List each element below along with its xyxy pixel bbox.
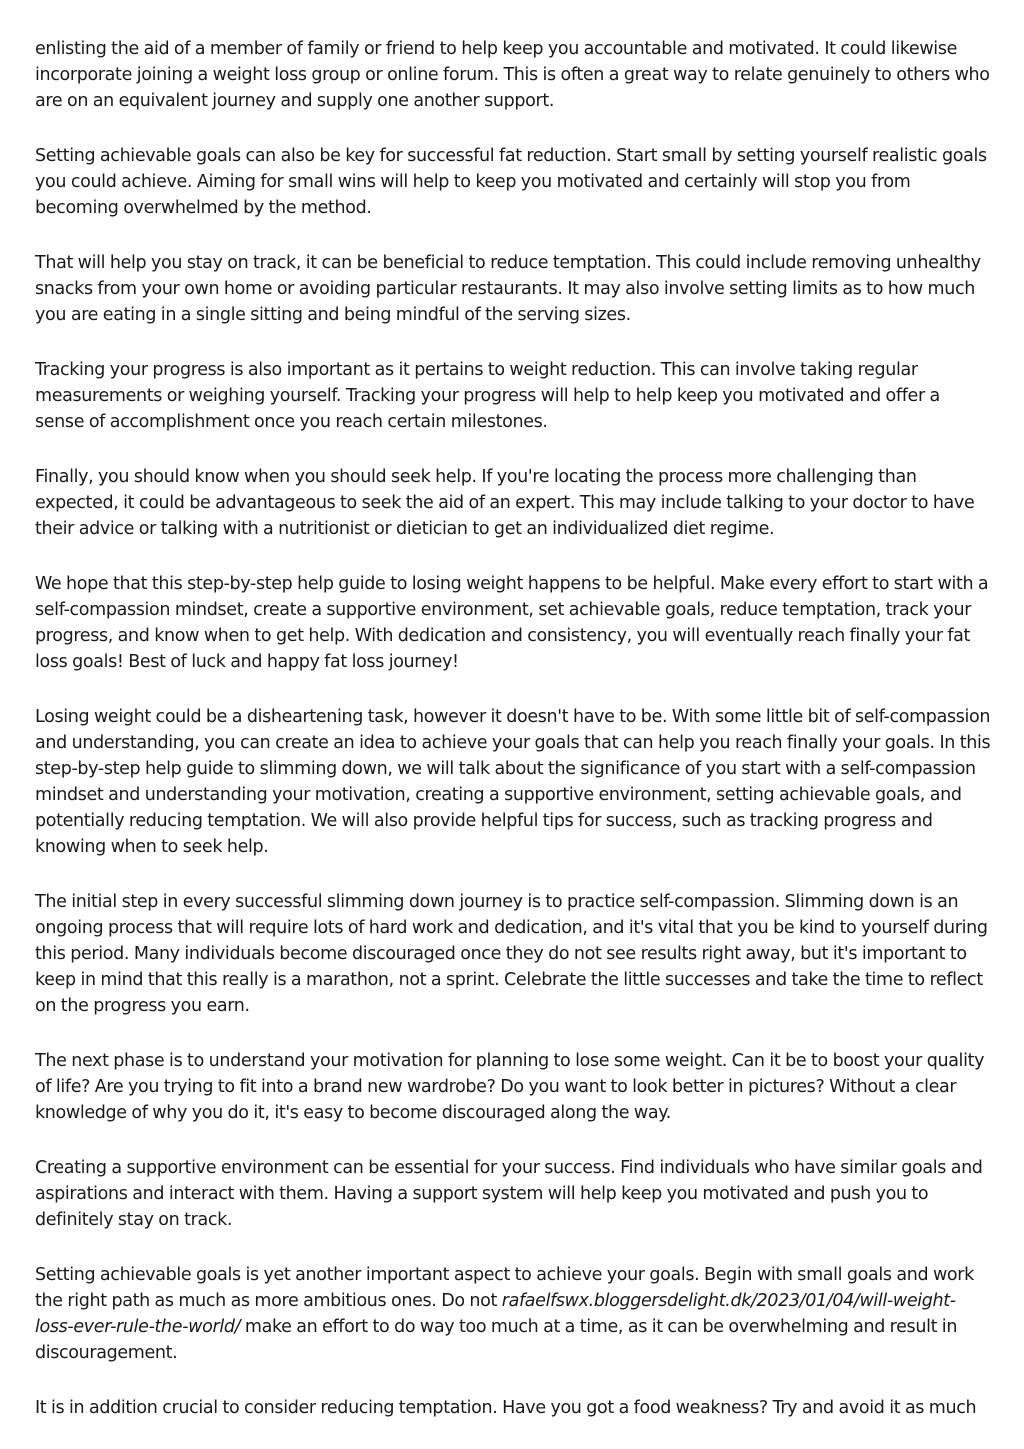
paragraph-self-compassion: The initial step in every successful slimming down journey is to practice self-compassion. Slimming down is an ongoing process that will require lots of hard work and dedication, and it's vital that you be kind to yourself during this period. Many individuals become discouraged once they do not see results right away, but it's important to keep in mind that this really is a marathon, not a sprint. Celebrate the little successes and take the time to reflect on the progress you earn. — [35, 892, 988, 1016]
paragraph-accountability: enlisting the aid of a member of family or friend to help keep you accountable and motivated. It could likewise incorporate joining a weight loss group or online forum. This is often a great way to relate genuinely to others who are on an equivalent journey and supply one another support. — [35, 39, 990, 111]
paragraph-setting-goals-text-start: Setting achievable goals is yet another important aspect to achieve your goals. Begin with small goals and work the right path as much as more ambitious ones. Do not — [35, 1265, 974, 1311]
paragraph-setting-goals — [35, 1262, 992, 1366]
article-body — [35, 36, 992, 1421]
paragraph-reduce-temptation: That will help you stay on track, it can be beneficial to reduce temptation. This could include removing unhealthy snacks from your own home or avoiding particular restaurants. It may also involve setting limits as to how much you are eating in a single sitting and being mindful of the serving sizes. — [35, 253, 981, 325]
paragraph-seek-help: Finally, you should know when you should seek help. If you're locating the process more challenging than expected, it could be advantageous to seek the aid of an expert. This may include talking to your doctor to have their advice or talking with a nutritionist or dietician to get an individualized diet regime. — [35, 467, 975, 539]
paragraph-setting-goals-text-end: make an effort to do way too much at a time, as it can be overwhelming and result in discouragement. — [35, 1317, 958, 1363]
inline-url-text: rafaelfswx.bloggersdelight.dk/2023/01/04/will-weight-loss-ever-rule-the-world/ — [35, 1291, 956, 1337]
paragraph-achievable-goals: Setting achievable goals can also be key for successful fat reduction. Start small by setting yourself realistic goals you could achieve. Aiming for small wins will help to keep you motivated and certainly will stop you from becoming overwhelmed by the method. — [35, 146, 987, 218]
paragraph-supportive-environment: Creating a supportive environment can be essential for your success. Find individuals who have similar goals and aspirations and interact with them. Having a support system will help keep you motivated and push you to definitely stay on track. — [35, 1158, 983, 1230]
paragraph-temptation-truncated: It is in addition crucial to consider reducing temptation. Have you got a food weakness? Try and avoid it as much — [35, 1398, 977, 1418]
paragraph-tracking-progress: Tracking your progress is also important as it pertains to weight reduction. This can involve taking regular measurements or weighing yourself. Tracking your progress will help to help keep you motivated and offer a sense of accomplishment once you reach certain milestones. — [35, 360, 940, 432]
paragraph-conclusion: We hope that this step-by-step help guide to losing weight happens to be helpful. Make every effort to start with a self-compassion mindset, create a supportive environment, set achievable goals, reduce temptation, track your progress, and know when to get help. With dedication and consistency, you will eventually reach finally your fat loss goals! Best of luck and happy fat loss journey! — [35, 574, 989, 672]
paragraph-motivation: The next phase is to understand your motivation for planning to lose some weight. Can it be to boost your quality of life? Are you trying to fit into a brand new wardrobe? Do you want to look better in pictures? Without a clear knowledge of why you do it, it's easy to become discouraged along the way. — [35, 1051, 985, 1123]
paragraph-introduction: Losing weight could be a disheartening task, however it doesn't have to be. With some little bit of self-compassion and understanding, you can create an idea to achieve your goals that can help you reach finally your goals. In this step-by-step help guide to slimming down, we will talk about the significance of you start with a self-compassion mindset and understanding your motivation, creating a supportive environment, setting achievable goals, and potentially reducing temptation. We will also provide helpful tips for success, such as tracking progress and knowing when to seek help. — [35, 707, 991, 857]
